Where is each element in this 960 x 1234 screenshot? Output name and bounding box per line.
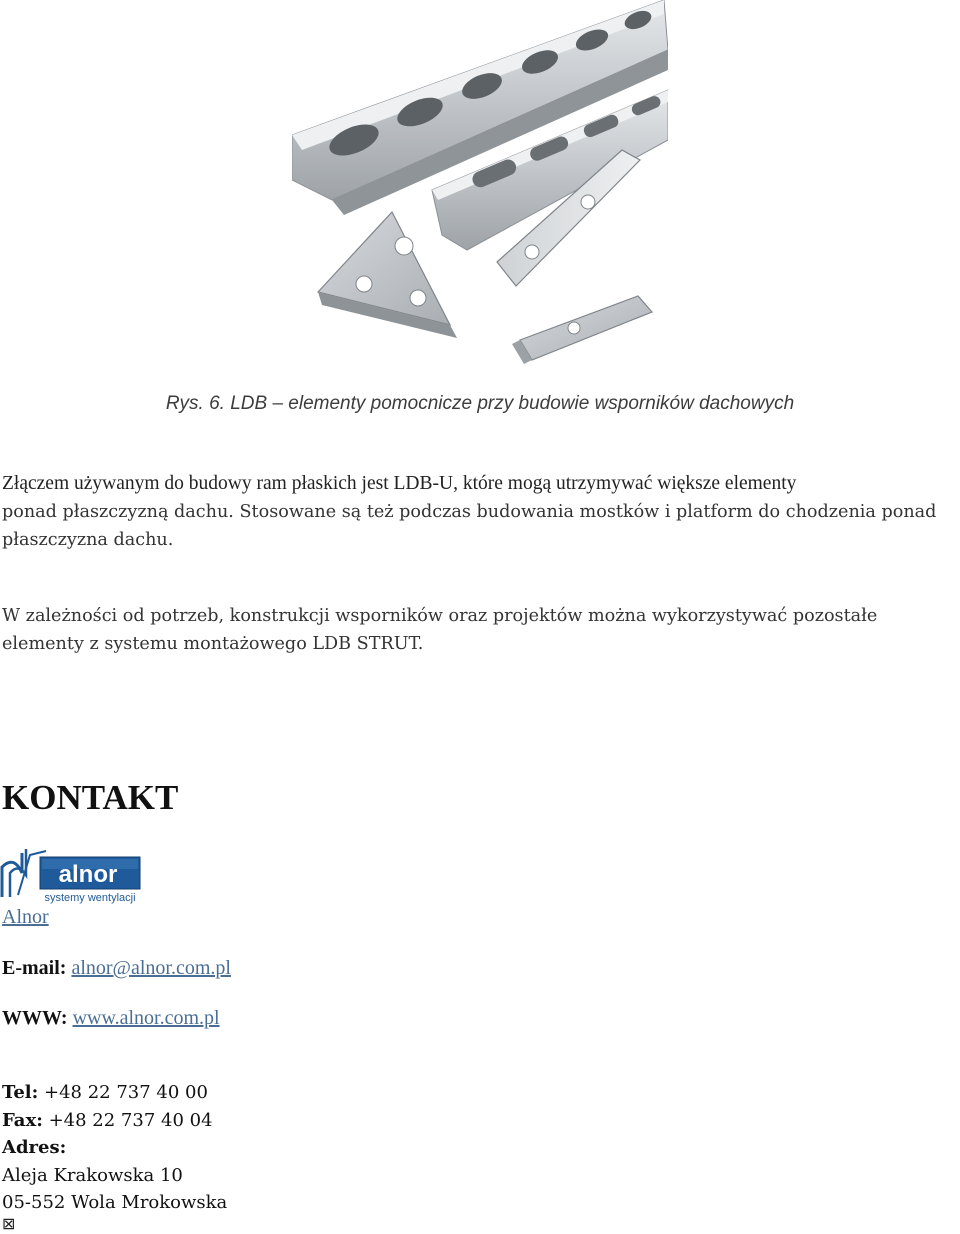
email-label: E-mail: bbox=[2, 957, 67, 979]
company-link[interactable]: Alnor bbox=[2, 906, 49, 928]
contact-heading: KONTAKT bbox=[2, 778, 179, 817]
alnor-logo-text: alnor bbox=[58, 861, 118, 888]
address-line-1: Aleja Krakowska 10 bbox=[2, 1164, 183, 1186]
email-row bbox=[2, 955, 231, 981]
alnor-logo[interactable] bbox=[0, 845, 144, 905]
address-block bbox=[2, 1079, 227, 1217]
product-photo bbox=[292, 0, 668, 368]
triangle-bracket bbox=[318, 212, 457, 338]
tel-label: Tel: bbox=[2, 1082, 39, 1103]
address-line-2: 05-552 Wola Mrokowska bbox=[2, 1192, 228, 1213]
paragraph-ldb-strut: W zależności od potrzeb, konstrukcji wsporników oraz projektów można wykorzystywać pozostałe elementy z systemu montażowego LDB STRUT. bbox=[2, 606, 878, 654]
envelope-icon: ⊠ bbox=[2, 1214, 16, 1233]
www-label: WWW: bbox=[2, 1007, 68, 1029]
fax-label: Fax: bbox=[2, 1109, 43, 1131]
tel-value: +48 22 737 40 00 bbox=[44, 1082, 208, 1103]
fax-value: +48 22 737 40 04 bbox=[48, 1109, 213, 1131]
fax-row bbox=[2, 1107, 227, 1135]
www-link[interactable]: www.alnor.com.pl bbox=[72, 1007, 220, 1029]
www-row bbox=[2, 1005, 220, 1031]
paragraph-ldb-u-rest: ponad płaszczyzną dachu. Stosowane są też podczas budowania mostków i platform do chodzenia ponad płaszczyzna dachu. bbox=[2, 502, 937, 550]
alnor-logo-tagline: systemy wentylacji bbox=[44, 892, 136, 904]
tel-row bbox=[2, 1079, 227, 1107]
figure-caption: Rys. 6. LDB – elementy pomocnicze przy budowie wsporników dachowych bbox=[165, 393, 795, 414]
paragraph-ldb-u-lead: Złączem używanym do budowy ram płaskich jest LDB-U, które mogą utrzymywać większe elementy bbox=[2, 473, 797, 494]
address-label-row bbox=[2, 1134, 227, 1162]
angle-bracket bbox=[512, 296, 652, 364]
paragraph-ldb-u bbox=[2, 470, 960, 554]
address-label: Adres: bbox=[2, 1137, 67, 1158]
email-link[interactable]: alnor@alnor.com.pl bbox=[71, 957, 231, 979]
